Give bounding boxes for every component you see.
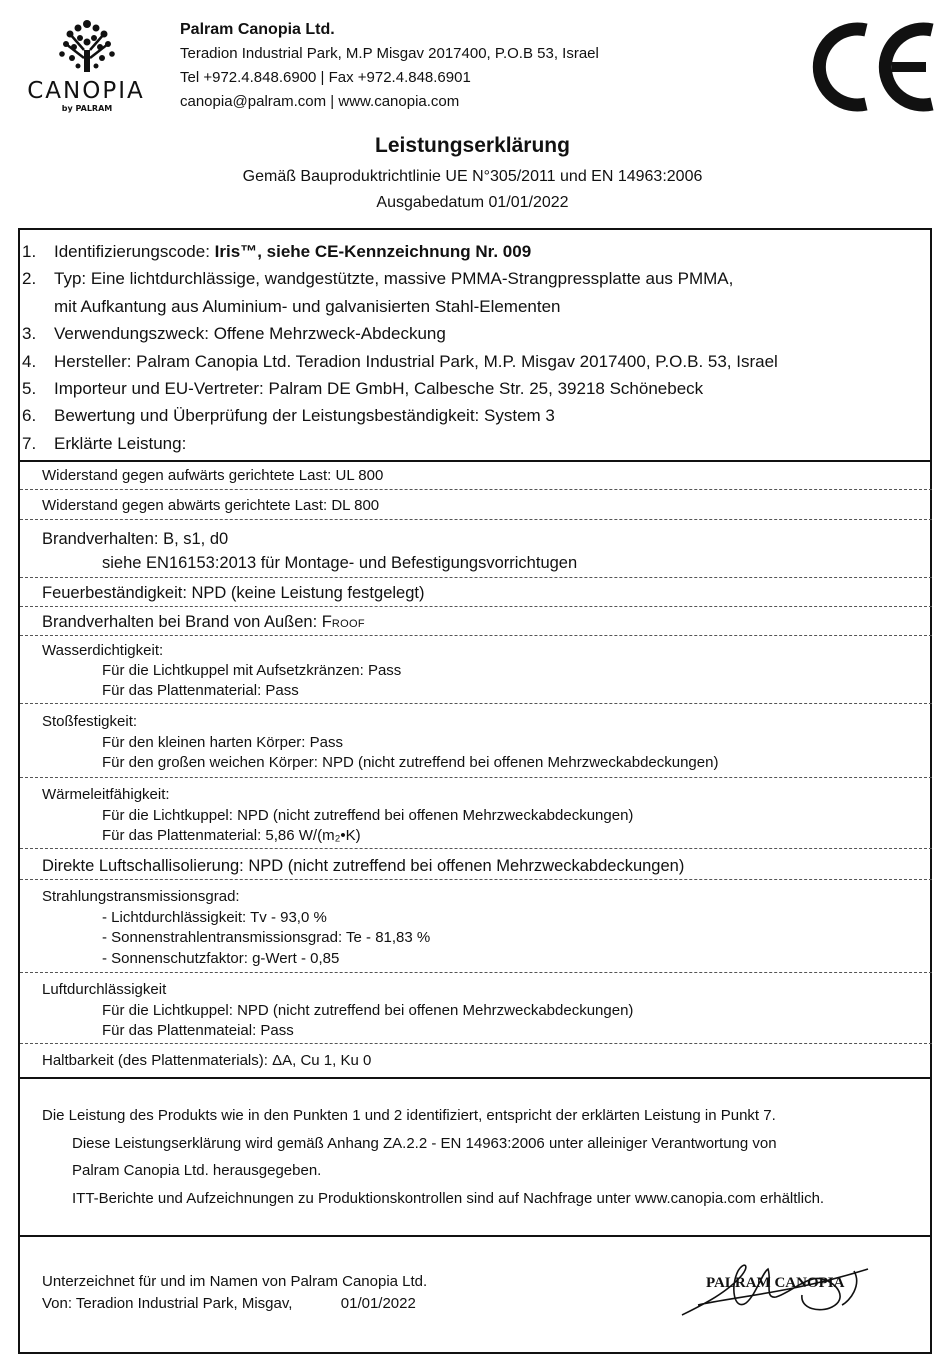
company-phone-fax: Tel +972.4.848.6900 | Fax +972.4.848.6901 xyxy=(180,69,471,86)
signed-on-behalf: Unterzeichnet für und im Namen von Palram Canopia Ltd. xyxy=(42,1273,428,1290)
ce-mark-icon xyxy=(808,18,938,114)
property-downward: Widerstand gegen abwärts gerichtete Last: DL 800 xyxy=(20,491,932,520)
company-info xyxy=(180,18,599,114)
list-item: 4. Hersteller: Palram Canopia Ltd. Teradion Industrial Park, M.P. Misgav 2017400, P.O.B. 53, Israel xyxy=(22,351,778,371)
logo-wordmark: CANOPIA xyxy=(27,78,145,104)
divider-middle xyxy=(20,1077,930,1079)
handwritten-signature xyxy=(672,1255,882,1327)
company-stamp: PALRAM CANOPIA xyxy=(706,1275,845,1291)
document-heading xyxy=(0,134,945,216)
list-item: 7. Erklärte Leistung: xyxy=(22,433,187,453)
canopia-logo xyxy=(18,14,156,114)
company-name: Palram Canopia Ltd. xyxy=(180,21,335,38)
declaration-text: Die Leistung des Produkts wie in den Punkten 1 und 2 identifiziert, entspricht der erklärten Leistung in Punkt 7. Diese Leistungserklärung wird gemäß Anhang ZA.2.2 - EN 14963:2006 unter alleiniger Verantwortung von Palram Canopia Ltd. herausgegeben. ITT-Berichte und Aufzeichnungen zu Produktionskontrollen sind auf Nachfrage unter www.canopia.com erhältlich. xyxy=(42,1107,825,1207)
product-identifier: Iris™, siehe CE-Kennzeichnung Nr. 009 xyxy=(214,242,532,261)
document-subtitle: Gemäß Bauproduktrichtlinie UE N°305/2011 und EN 14963:2006 xyxy=(242,168,703,185)
property-radiation: Strahlungstransmissionsgrad: - Lichtdurchlässigkeit: Tv - 93,0 % - Sonnenstrahlentransmissionsgrad: Te - 81,83 % - Sonnenschutzfaktor: g-Wert - 0,85 xyxy=(20,881,932,973)
list-item-continuation: mit Aufkantung aus Aluminium- und galvanisierten Stahl-Elementen xyxy=(54,296,561,316)
divider-bottom xyxy=(20,1235,930,1237)
property-water: Wasserdichtigkeit: Für die Lichtkuppel mit Aufsetzkränzen: Pass Für das Plattenmaterial: Pass xyxy=(20,637,932,704)
issue-date: Ausgabedatum 01/01/2022 xyxy=(376,194,569,211)
signature-date: 01/01/2022 xyxy=(340,1295,416,1312)
company-email-web: canopia@palram.com | www.canopia.com xyxy=(180,93,460,110)
page-title: Leistungserklärung xyxy=(375,134,570,157)
signature-place-date: Von: Teradion Industrial Park, Misgav, 01/01/2022 xyxy=(42,1295,416,1312)
list-item: 5. Importeur und EU-Vertreter: Palram DE GmbH, Calbesche Str. 25, 39218 Schönebeck xyxy=(22,379,704,399)
property-acoustic: Direkte Luftschallisolierung: NPD (nicht zutreffend bei offenen Mehrzweckabdeckungen) xyxy=(20,850,932,880)
property-durability: Haltbarkeit (des Plattenmaterials): ΔA, Cu 1, Ku 0 xyxy=(42,1052,372,1069)
list-item: 1. Identifizierungscode: Iris™, siehe CE-Kennzeichnung Nr. 009 xyxy=(22,238,778,265)
property-air-permeability: Luftdurchlässigkeit Für die Lichtkuppel: NPD (nicht zutreffend bei offenen Mehrzweckabdeckungen) Für das Plattenmateial: Pass xyxy=(20,974,932,1044)
logo-byline: by PALRAM xyxy=(61,104,113,113)
list-item: 3. Verwendungszweck: Offene Mehrzweck-Abdeckung xyxy=(22,324,446,344)
list-item: 2. Typ: Eine lichtdurchlässige, wandgestützte, massive PMMA-Strangpressplatte aus PMMA, xyxy=(22,269,734,289)
list-item: 6. Bewertung und Überprüfung der Leistungsbeständigkeit: System 3 xyxy=(22,406,555,426)
property-fire-resistance: Feuerbeständigkeit: NPD (keine Leistung festgelegt) xyxy=(20,579,932,607)
property-thermal: Wärmeleitfähigkeit: Für die Lichtkuppel: NPD (nicht zutreffend bei offenen Mehrzweckabdeckungen) Für das Plattenmaterial: 5,86 W/(m₂•K) xyxy=(20,779,932,849)
signature-block xyxy=(42,1271,427,1315)
property-impact: Stoßfestigkeit: Für den kleinen harten Körper: Pass Für den großen weichen Körper: NPD (nicht zutreffend bei offenen Mehrzweckabdeckungen) xyxy=(20,705,932,778)
property-external-fire: Brandverhalten bei Brand von Außen: FROOF xyxy=(20,608,932,636)
numbered-list xyxy=(22,238,778,457)
property-fire-behaviour: Brandverhalten: B, s1, d0 siehe EN16153:2013 für Montage- und Befestigungsvorrichtugen xyxy=(20,521,932,578)
company-address: Teradion Industrial Park, M.P Misgav 2017400, P.O.B 53, Israel xyxy=(180,45,599,62)
tree-emblem-icon xyxy=(59,20,115,72)
property-uplift: Widerstand gegen aufwärts gerichtete Last: UL 800 xyxy=(20,462,932,490)
